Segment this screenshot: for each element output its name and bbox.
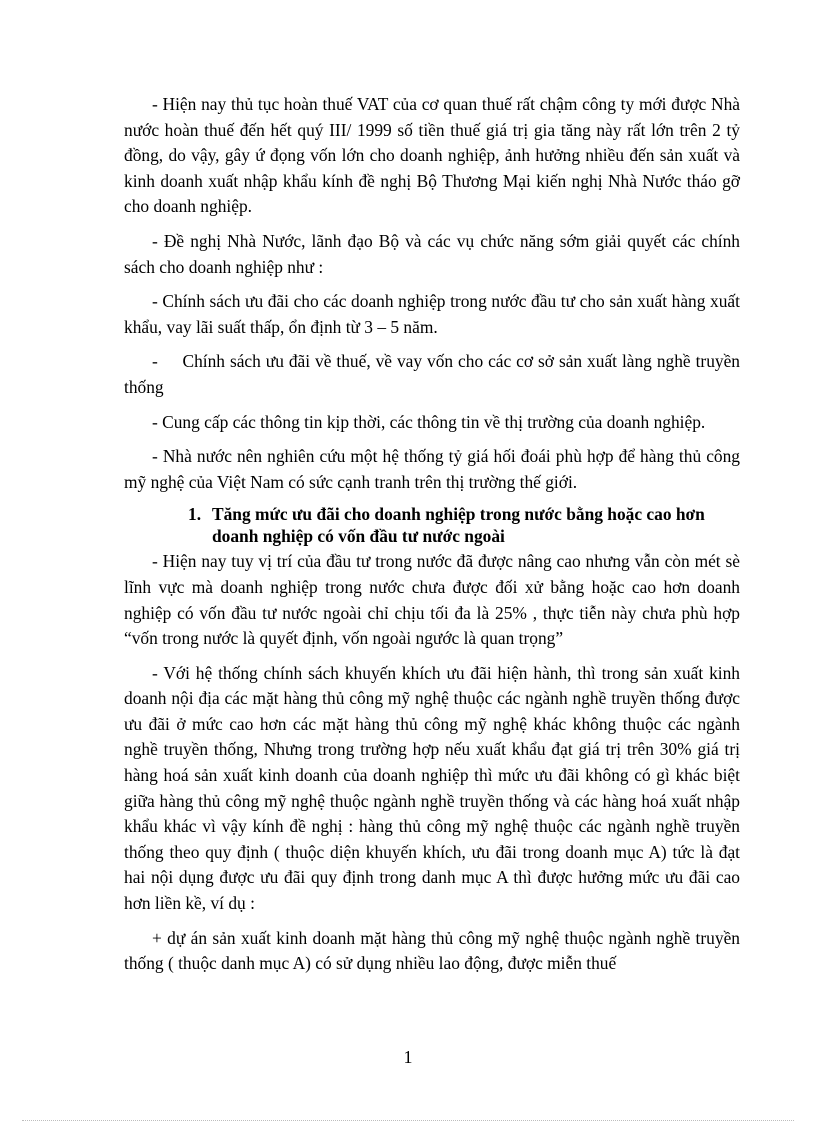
paragraph-tax-incentive: - Chính sách ưu đãi về thuế, về vay vốn cho các cơ sở sản xuất làng nghề truyền thống bbox=[124, 351, 745, 397]
paragraph-investment-position: - Hiện nay tuy vị trí của đầu tư trong nước đã được nâng cao nhưng vẫn còn mét sè lĩnh vực mà doanh nghiệp trong nước chưa được đối xử bằng hoặc cao hơn doanh nghiệp có vốn đầu tư nước ngoài chỉ chịu tối đa là 25% , thực tiễn này chưa phù hợp “vốn trong nước là quyết định, vốn ngoài ngước là quan trọng” bbox=[124, 551, 740, 649]
paragraph-market-info: - Cung cấp các thông tin kịp thời, các thông tin về thị trường của doanh nghiệp. bbox=[152, 411, 706, 432]
page-bottom-rule bbox=[22, 1120, 794, 1121]
paragraph-domestic-incentive: - Chính sách ưu đãi cho các doanh nghiệp trong nước đầu tư cho sản xuất hàng xuất khẩu, vay lãi suất thấp, ổn định từ 3 – 5 năm. bbox=[124, 291, 740, 337]
paragraph-policy-request: - Đề nghị Nhà Nước, lãnh đạo Bộ và các vụ chức năng sớm giải quyết các chính sách cho doanh nghiệp như : bbox=[124, 230, 740, 277]
section-title: Tăng mức ưu đãi cho doanh nghiệp trong nước bằng hoặc cao hơn doanh nghiệp có vốn đầu tư nước ngoài bbox=[212, 504, 705, 547]
section-number: 1. bbox=[188, 504, 202, 525]
paragraph-incentive-system: - Với hệ thống chính sách khuyến khích ưu đãi hiện hành, thì trong sản xuất kinh doanh nội địa các mặt hàng thủ công mỹ nghệ thuộc các ngành nghề truyền thống được ưu đãi ở mức cao hơn các mặt hàng thủ công mỹ nghệ khác không thuộc các ngành nghề truyền thống, Nhưng trong trường hợp nếu xuất khẩu đạt giá trị trên 30% giá trị hàng hoá sản xuất kinh doanh của doanh nghiệp thì mức ưu đãi không có gì khác biệt giữa hàng thủ công mỹ nghệ thuộc ngành nghề truyền thống và các hàng hoá xuất nhập khẩu khác vì vậy kính đề nghị : hàng thủ công mỹ nghệ thuộc các ngành nghề truyền thống theo quy định ( thuộc diện khuyến khích, ưu đãi trong doanh mục A) tức là đạt hai nội dụng được ưu đãi quy định trong danh mục A thì được hưởng mức ưu đãi cao hơn liền kề, ví dụ : bbox=[124, 662, 740, 914]
section-heading bbox=[124, 503, 740, 547]
document-body bbox=[124, 92, 745, 986]
page-number: 1 bbox=[403, 1047, 413, 1067]
paragraph-exchange-rate: - Nhà nước nên nghiên cứu một hệ thống tỷ giá hối đoái phù hợp để hàng thủ công mỹ nghệ của Việt Nam có sức cạnh tranh trên thị trường thế giới. bbox=[124, 446, 740, 492]
paragraph-vat-refund: - Hiện nay thủ tục hoàn thuế VAT của cơ quan thuế rất chậm công ty mới được Nhà nước hoàn thuế đến hết quý III/ 1999 số tiền thuế giá trị gia tăng này rất lớn trên 2 tỷ đồng, do vậy, gây ứ đọng vốn lớn cho doanh nghiệp, ảnh hưởng nhiều đến sản xuất và kinh doanh xuất nhập khẩu kính đề nghị Bộ Thương Mại kiến nghị Nhà Nước tháo gỡ cho doanh nghiệp. bbox=[124, 94, 740, 217]
paragraph-project-example: + dự án sản xuất kinh doanh mặt hàng thủ công mỹ nghệ thuộc ngành nghề truyền thống ( thuộc danh mục A) có sử dụng nhiều lao động, được miễn thuế bbox=[124, 927, 740, 974]
